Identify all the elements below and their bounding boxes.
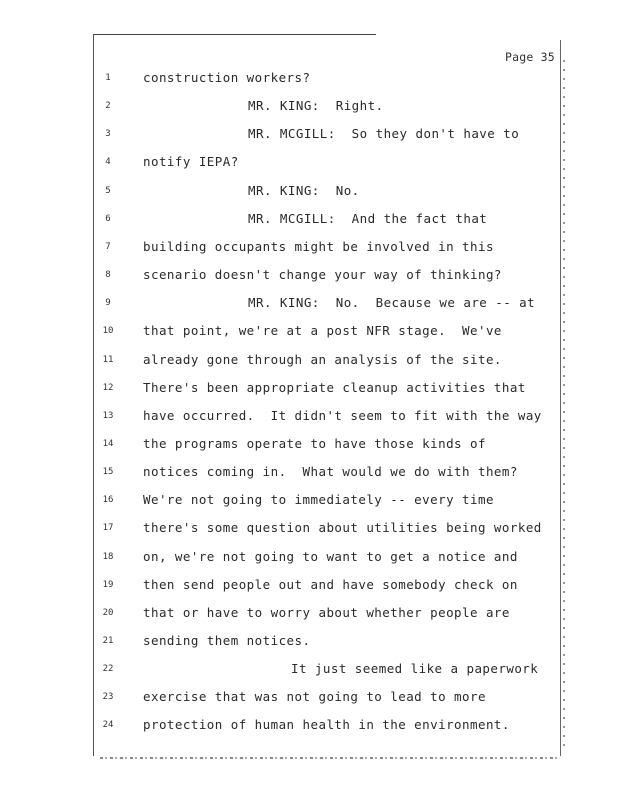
transcript-line-text: We're not going to immediately -- every time: [143, 492, 494, 507]
line-number: 19: [102, 580, 114, 590]
transcript-line-text: MR. MCGILL: So they don't have to: [248, 126, 520, 141]
transcript-line-text: there's some question about utilities being worked: [143, 520, 542, 535]
transcript-line-text: notices coming in. What would we do with them?: [143, 464, 518, 479]
transcript-line-text: on, we're not going to want to get a notice and: [143, 549, 518, 564]
line-number: 12: [102, 383, 114, 393]
line-number: 7: [105, 242, 111, 252]
right-margin-marks: [563, 60, 565, 750]
transcript-line-text: then send people out and have somebody check on: [143, 577, 518, 592]
transcript-line-text: notify IEPA?: [143, 154, 239, 169]
line-number: 9: [105, 298, 111, 308]
line-number: 16: [102, 495, 114, 505]
transcript-line-text: construction workers?: [143, 70, 311, 85]
page-number: Page 35: [505, 50, 555, 64]
line-number: 22: [102, 664, 114, 674]
right-margin-line: [560, 40, 561, 756]
line-number: 24: [102, 720, 114, 730]
transcript-line-text: MR. KING: Right.: [248, 98, 384, 113]
line-number: 18: [102, 552, 114, 562]
transcript-line-text: exercise that was not going to lead to more: [143, 689, 486, 704]
transcript-line-text: MR. MCGILL: And the fact that: [248, 211, 488, 226]
line-number: 14: [102, 439, 114, 449]
line-number: 21: [102, 636, 114, 646]
line-number: 5: [105, 186, 111, 196]
transcript-line-text: building occupants might be involved in this: [143, 239, 494, 254]
line-number: 4: [105, 157, 111, 167]
line-number: 3: [105, 129, 111, 139]
bottom-border-line: [100, 757, 560, 759]
transcript-line-text: the programs operate to have those kinds of: [143, 436, 486, 451]
line-number: 8: [105, 270, 111, 280]
transcript-line-text: There's been appropriate cleanup activities that: [143, 380, 526, 395]
transcript-line-text: already gone through an analysis of the site.: [143, 352, 502, 367]
transcript-line-text: It just seemed like a paperwork: [291, 661, 539, 676]
line-number: 20: [102, 608, 114, 618]
line-number: 17: [102, 523, 114, 533]
line-number: 2: [105, 101, 111, 111]
line-number: 23: [102, 692, 114, 702]
line-number: 15: [102, 467, 114, 477]
line-number: 13: [102, 411, 114, 421]
line-number: 11: [102, 355, 114, 365]
line-number: 1: [105, 73, 111, 83]
transcript-line-text: protection of human health in the environment.: [143, 717, 510, 732]
line-number: 6: [105, 214, 111, 224]
transcript-line-text: MR. KING: No. Because we are -- at: [248, 295, 536, 310]
transcript-line-text: scenario doesn't change your way of thinking?: [143, 267, 502, 282]
transcript-line-text: that or have to worry about whether people are: [143, 605, 510, 620]
transcript-line-text: have occurred. It didn't seem to fit with the way: [143, 408, 542, 423]
left-margin-line: [93, 34, 94, 756]
line-number: 10: [102, 326, 114, 336]
transcript-line-text: MR. KING: No.: [248, 183, 360, 198]
top-border-line: [93, 34, 376, 35]
transcript-line-text: that point, we're at a post NFR stage. We've: [143, 323, 502, 338]
transcript-line-text: sending them notices.: [143, 633, 311, 648]
